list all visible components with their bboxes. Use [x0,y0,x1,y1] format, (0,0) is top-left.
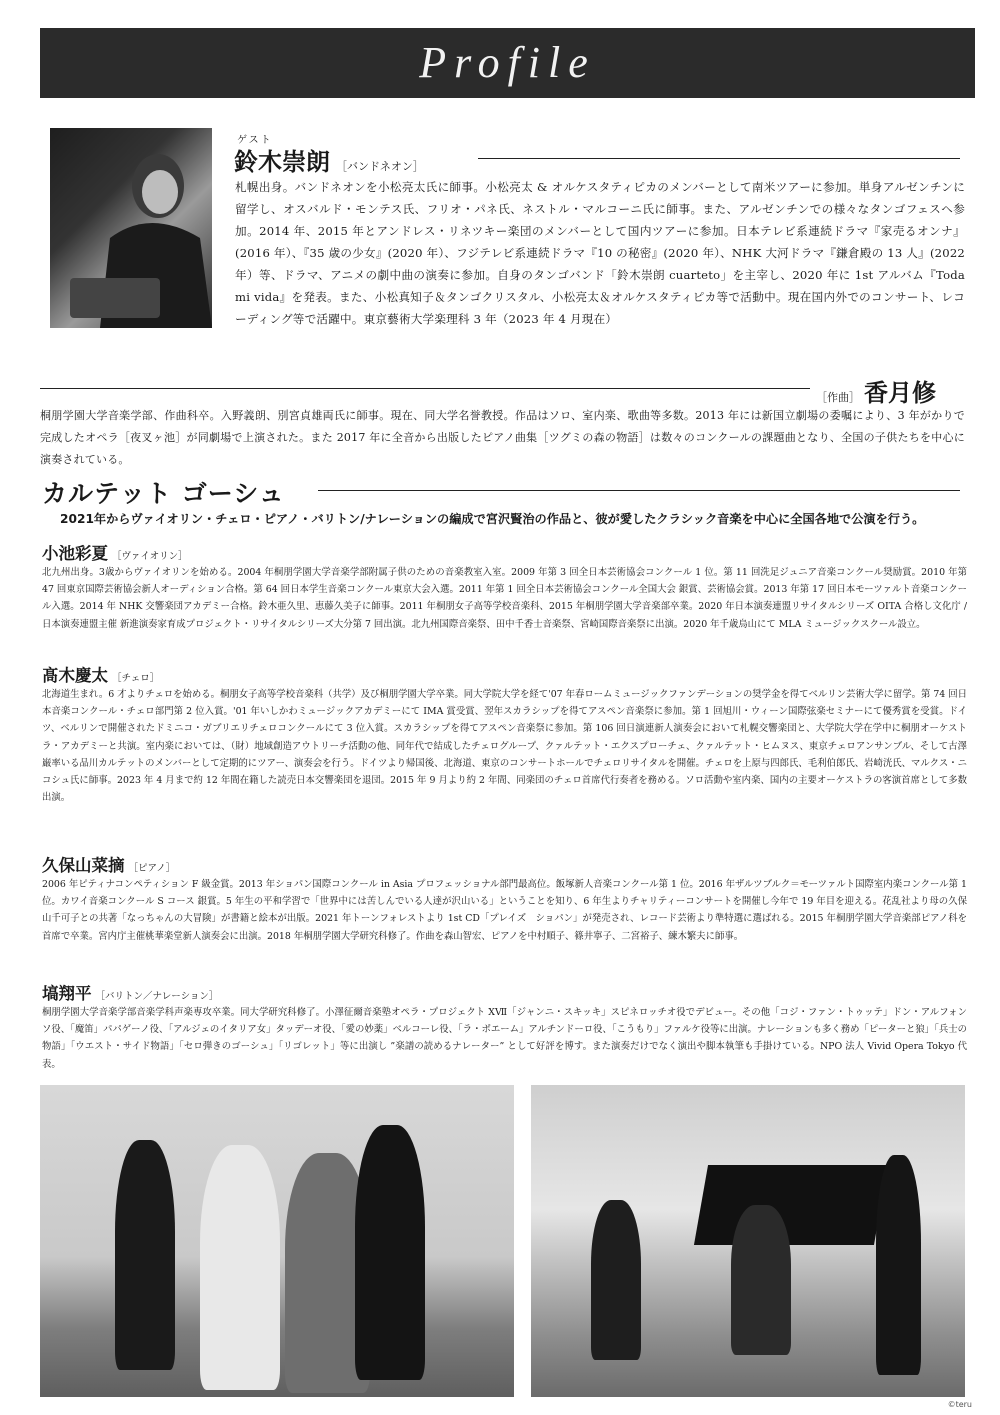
guest-portrait-photo [50,128,212,328]
member-role: ［ピアノ］ [128,863,176,874]
figure-baritone [115,1140,175,1370]
member-name: 髙木慶太 [42,666,108,685]
figure-cellist [731,1205,791,1355]
guest-label: ゲスト [237,135,273,146]
member-bio: 桐朋学園大学音楽学部音楽学科声楽専攻卒業。同大学研究科修了。小澤征爾音楽塾オペラ・プロジェクト XⅦ「ジャンニ・スキッキ」スピネロッチオ役でデビュー。その他「コジ・ファン・トゥッテ」ドン・アルフォンソ役、「魔笛」パパゲーノ役、「アルジェのイタリア女」タッデーオ役、「愛の妙薬」ベルコーレ役、「ラ・ボエーム」アルチンドーロ役、「こうもり」ファルケ役等に出演。ナレーションも多く務め「ピーターと狼」「兵士の物語」「ウエスト・サイド物語」「セロ弾きのゴーシュ」「リゴレット」等に出演し ”楽譜の読めるナレーター” として好評を博す。また演奏だけでなく演出や脚本執筆も手掛けている。NPO 法人 Vivid Opera Tokyo 代表。 [42,1007,967,1070]
member-name: 塙翔平 [42,984,92,1003]
profile-banner: Profile [40,28,975,98]
quartet-rule [318,490,960,491]
member-name: 久保山菜摘 [42,856,125,875]
guest-rule [478,158,960,159]
guest-bio: 札幌出身。バンドネオンを小松亮太氏に師事。小松亮太 & オルケスタティピカのメンバーとして南米ツアーに参加。単身アルゼンチンに留学し、オスバルド・モンテス氏、フリオ・パネ氏、ネストル・マルコーニ氏に師事。また、アルゼンチンでの様々なタンゴフェスへ参加。2014 年、2015 年とアンドレス・リネツキー楽団のメンバーとして国内ツアーに参加。日本テレビ系連続ドラマ『家売るオンナ』(2016 年）、『35 歳の少女』(2020 年）、フジテレビ系連続ドラマ『10 の秘密』(2020 年）、NHK 大河ドラマ『鎌倉殿の 13 人』(2022 年）等、ドラマ、アニメの劇中曲の演奏に参加。自身のタンゴバンド「鈴木崇朗 cuarteto」を主宰し、2020 年に 1st アルバム『Toda mi vida』を発表。また、小松真知子＆タンゴクリスタル、小松亮太＆オルケスタティピカ等で活動中。現在国内外でのコンサート、レコーディング等で活躍中。東京藝術大学楽理科 3 年（2023 年 4 月現在） [235,180,965,326]
photo-credit: ©teru [947,1400,972,1409]
composer-rule [40,388,810,389]
guest-name: 鈴木崇朗 [234,148,330,176]
member-role: ［チェロ］ [112,673,160,684]
member-koike [42,540,967,633]
quartet-title: カルテット ゴーシュ [42,479,285,508]
guest-bio-block [235,176,965,330]
figure-narrator [876,1155,921,1375]
member-takagi [42,662,967,806]
member-hanawa [42,980,967,1073]
composer-role: ［作曲］ [816,391,860,404]
quartet-group-photo [40,1085,514,1397]
member-bio: 北九州出身。3歳からヴァイオリンを始める。2004 年桐朋学園大学音楽学部附属子供のための音楽教室入室。2009 年第 3 回全日本芸術協会コンクール 1 位。第 11 回洗足ジュニア音楽コンクール奨励賞。2010 年第 47 回東京国際芸術協会新人オーディション合格。第 64 回日本学生音楽コンクール東京大会入選。2011 年第 1 回全日本芸術協会コンクール全国大会 銀賞、芸術協会賞。2013 年第 17 回日本モーツァルト音楽コンクール入選。2014 年 NHK 交響楽団アカデミー合格。鈴木亜久里、恵藤久美子に師事。2011 年桐朋女子高等学校音楽科、2015 年桐朋学園大学音楽部卒業。2020 年日本演奏連盟リサイタルシリーズ OITA 合格し文化庁 / 日本演奏連盟主催 新進演奏家育成プロジェクト・リサイタルシリーズ大分第 7 回出演。北九州国際音楽祭、田中千香士音楽祭、宮崎国際音楽祭に出演。2020 年千歳烏山にて MLA ミュージックスクール設立。 [42,567,967,630]
composer-name: 香月修 [864,379,936,407]
figure-violinist [591,1200,641,1360]
composer-heading [816,373,936,408]
figure-cellist [355,1125,425,1380]
member-role: ［ヴァイオリン］ [112,551,188,562]
composer-bio-block [40,405,965,471]
grand-piano [694,1165,888,1245]
bandoneon-player-silhouette [50,128,212,328]
guest-heading [234,142,424,177]
figure-violinist [200,1145,280,1390]
member-kuboyama [42,852,967,945]
member-name: 小池彩夏 [42,544,108,563]
member-bio: 2006 年ピティナコンペティション F 級金賞。2013 年ショパン国際コンクール in Asia プロフェッショナル部門最高位。飯塚新人音楽コンクール第 1 位。2016 年ザルツブルク＝モーツァルト国際室内楽コンクール第 1 位。カワイ音楽コンクール S コース 銀賞。5 年生の平和学習で「世界中には苦しんでいる人達が沢山いる」ということを知り、6 年生よりチャリティーコンサートを開催し今年で 19 年目を迎える。花乱社より母の久保山千可子との共著「なっちゃんの大冒険」が書籍と絵本が出版。2021 年トーンフォレストより 1st CD「プレイズ ショパン」が発売され、レコード芸術より準特選に選ばれる。2015 年桐朋学園大学音楽部ピアノ科を首席で卒業。宮内庁主催桃華楽堂新人演奏会に出演。2018 年桐朋学園大学研究科修了。作曲を森山智宏、ピアノを中村順子、篠井寧子、二宮裕子、練木繁夫に師事。 [42,879,967,942]
guest-role: ［バンドネオン］ [336,160,424,173]
quartet-lead: 2021年からヴァイオリン・チェロ・ピアノ・バリトン/ナレーションの編成で宮沢賢治の作品と、彼が愛したクラシック音楽を中心に全国各地で公演を行う。 [60,512,925,526]
composer-bio: 桐朋学園大学音楽学部、作曲科卒。入野義朗、別宮貞雄両氏に師事。現在、同大学名誉教授。作品はソロ、室内楽、歌曲等多数。2013 年には新国立劇場の委嘱により、3 年がかりで完成したオペラ［夜叉ヶ池］が同劇場で上演された。また 2017 年に全音から出版したピアノ曲集［ツグミの森の物語］は数々のコンクールの課題曲となり、全国の子供たちを中心に演奏されている。 [40,409,965,466]
member-bio: 北海道生まれ。6 才よりチェロを始める。桐朋女子高等学校音楽科（共学）及び桐朋学園大学卒業。同大学院大学を経て'07 年春ロームミュージックファンデーションの奨学金を得てベルリン芸術大学に留学。第 74 回日本音楽コンクール・チェロ部門第 2 位入賞。'01 年いしかわミュージックアカデミーにて IMA 賞受賞、翌年スカラシップを得てアスペン音楽祭に参加。第 1 回旭川・ウィーン国際弦楽セミナーにて優秀賞を受賞。ドイツ、ベルリンで開催されたドミニコ・ガブリエリチェロコンクールにて 3 位入賞。スカラシップを得てアスペン音楽祭に参加。第 106 回日演連新人演奏会において札幌交響楽団と、大学院大学在学中に桐朋オーケストラ・アカデミーと共演。室内楽においては、（財）地域創造アウトリーチ活動の他、同年代で結成したチェログループ、クァルテット・エクスプローチェ、クァルテット・ヒムヌス、東京チェロアンサンブル、そして古澤巌率いる品川カルテットのメンバーとして定期的にツアー、演奏会を行う。ドイツより帰国後、北海道、東京のコンサートホールでチェロリサイタルを開催。チェロを上原与四郎氏、毛利伯郎氏、岩崎洸氏、マルクス・ニコシュ氏に師事。2023 年 4 月まで約 12 年間在籍した読売日本交響楽団を退団。2015 年 9 月より約 2 年間、同楽団のチェロ首席代行奏者を務める。ソロ活動や室内楽、国内の主要オーケストラの客演首席として多数出演。 [42,689,967,804]
member-role: ［バリトン／ナレーション］ [95,991,219,1002]
quartet-performance-photo [531,1085,965,1397]
